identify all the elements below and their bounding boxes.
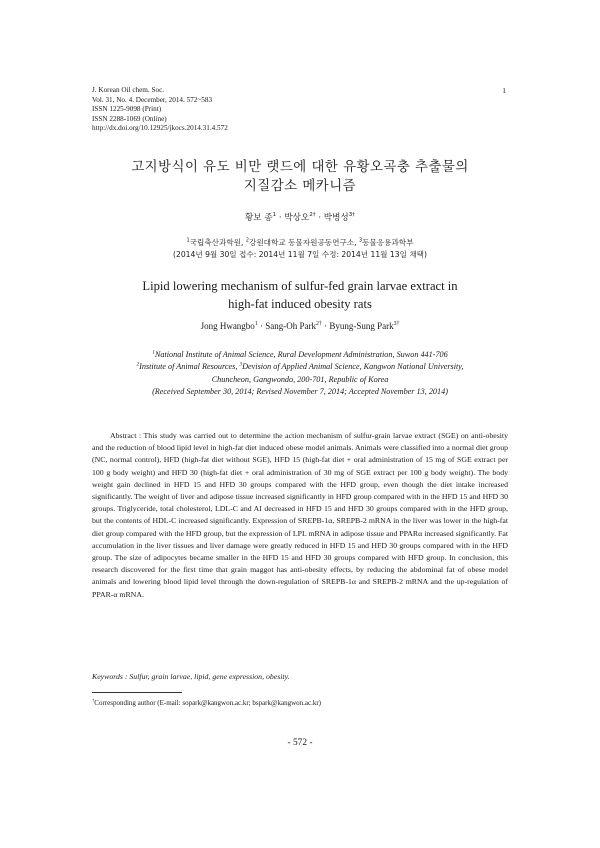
korean-affil-sup-3: 3: [358, 237, 363, 244]
korean-affil-sup-1: 1: [186, 237, 190, 244]
korean-affil-1: 국립축산과학원,: [189, 238, 246, 247]
english-author-2: Sang-Oh Park: [265, 321, 316, 331]
korean-author-3: 박병성: [323, 213, 349, 223]
korean-dates: (2014년 9월 30일 접수: 2014년 11월 7일 수정: 2014년 11월 13일 채택): [173, 250, 427, 259]
korean-affil-line: [0, 237, 600, 249]
korean-affil-3: 동물응용과학부: [362, 238, 414, 247]
korean-author-3-sup: 3†: [348, 212, 356, 219]
english-affil-1: National Institute of Animal Science, Rural Development Administration, Suwon 441-706: [154, 350, 448, 359]
korean-author-sep-1: ·: [276, 213, 285, 223]
english-affil-2b: Devision of Applied Animal Science, Kangwon National University,: [242, 362, 464, 372]
issn-print: ISSN 1225-9098 (Print): [92, 105, 162, 114]
footnote-dagger: †: [92, 697, 95, 703]
page-footer-number: - 572 -: [287, 738, 313, 748]
english-author-1: Jong Hwangbo: [200, 321, 255, 331]
abstract-label: Abstract :: [110, 431, 144, 440]
english-affil-sup-2: 2: [136, 361, 140, 368]
english-author-2-sup: 2†: [315, 321, 322, 327]
korean-author-sep-2: ·: [315, 213, 324, 223]
english-affil-line-2: [0, 361, 600, 373]
footnote-text: Corresponding author (E-mail: sopark@kangwon.ac.kr; bspark@kangwon.ac.kr): [94, 699, 322, 707]
volume-info: Vol. 31, No. 4. December, 2014. 572~583: [92, 95, 213, 104]
english-title-line2: high-fat induced obesity rats: [228, 297, 372, 311]
korean-title-line1: 고지방식이 유도 비만 랫드에 대한 유황오곡충 추출물의: [131, 160, 469, 175]
journal-name: J. Korean Oil chem. Soc.: [92, 86, 165, 94]
english-authors: [0, 321, 600, 331]
korean-title-line2: 지질감소 메카니즘: [243, 179, 357, 194]
english-affil-2a: Institute of Animal Resources,: [139, 362, 240, 372]
korean-affil-sup-2: 2: [245, 237, 250, 244]
korean-title: [0, 158, 600, 196]
journal-header: [92, 86, 228, 134]
english-author-sep-1: ·: [257, 321, 266, 331]
english-author-sep-2: ·: [321, 321, 330, 331]
doi-link[interactable]: http://dx.doi.org/10.12925/jkocs.2014.31.4.572: [92, 124, 228, 133]
korean-affil-2: 강원대학교 동물자원공동연구소,: [249, 238, 359, 247]
abstract-text: This study was carried out to determine the action mechanism of sulfur-grain larvae extract (SGE) on anti-obesity and the reduction of blood lipid level in high-fat diet induced obese model animals. Animals were classified into a normal diet group (NC, normal control), HFD (high-fat diet without SGE), HFD 15 (high-fat diet + oral administration of 15 mg of SGE extract per 100 g body weight) and HFD 30 (high-fat diet + oral administration of 30 mg of SGE extract per 100 g body weight). The body weight gain declined in HFD 15 and HFD 30 groups compared with the HFD group, even though the diet intake increased significantly. The weight of liver and adipose tissue increased significantly in HFD group compared with in the HFD 15 and HFD 30 groups. Triglyceride, total cholesterol, LDL-C and AI decreased in HFD 15 and HFD 30 groups compared with in the HFD group, but the contents of HDL-C increased significantly. Expression of SREPB-1α, SREPB-2 mRNA in the liver was lower in the high-fat diet group compared with the HFD group, but the expression of LPL mRNA in adipose tissue and PPARα increased significantly. Fat accumulation in the liver tissues and liver damage were greatly reduced in HFD 15 and HFD 30 groups compared with in the HFD group. The size of adipocytes became smaller in the HFD 15 and HFD 30 groups compared with HFD group. In conclusion, this research discovered for the first time that grain maggot has anti-obesity effects, by reducing the abdominal fat of obese model animals and lowering blood lipid level through the down-regulation of SREPB-1α and SREPB-2 mRNA and the up-regulation of PPAR-α mRNA.: [92, 431, 508, 599]
korean-author-2: 박상오: [284, 213, 310, 223]
english-affil-line-1: [0, 349, 600, 361]
english-author-3: Byung-Sung Park: [329, 321, 394, 331]
english-affil-line-3: Chuncheon, Gangwondo, 200-701, Republic of Korea: [211, 374, 389, 384]
abstract-paragraph: [92, 430, 508, 601]
english-title-line1: Lipid lowering mechanism of sulfur-fed grain larvae extract in: [142, 279, 458, 293]
korean-author-2-sup: 2†: [309, 212, 316, 219]
english-title: [0, 277, 600, 313]
english-author-3-sup: 3†: [393, 321, 400, 327]
korean-affiliations: [0, 237, 600, 261]
english-dates: (Received September 30, 2014; Revised November 7, 2014; Accepted November 13, 2014): [152, 387, 448, 397]
page-number-top: 1: [502, 86, 506, 95]
korean-authors: [0, 211, 600, 223]
korean-author-1-sup: 1: [272, 212, 277, 219]
keywords: Keywords : Sulfur, grain larvae, lipid, gene expression, obesity.: [92, 672, 290, 681]
english-author-1-sup: 1: [254, 321, 258, 327]
footnote-divider: [92, 692, 182, 693]
corresponding-author-footnote: [92, 698, 321, 708]
english-affil-sup-1: 1: [152, 349, 155, 356]
english-affil-sup-3: 3: [239, 361, 243, 368]
english-affiliations: [0, 349, 600, 399]
korean-author-1: 황보 종: [244, 213, 273, 223]
issn-online: ISSN 2288-1069 (Online): [92, 114, 167, 123]
